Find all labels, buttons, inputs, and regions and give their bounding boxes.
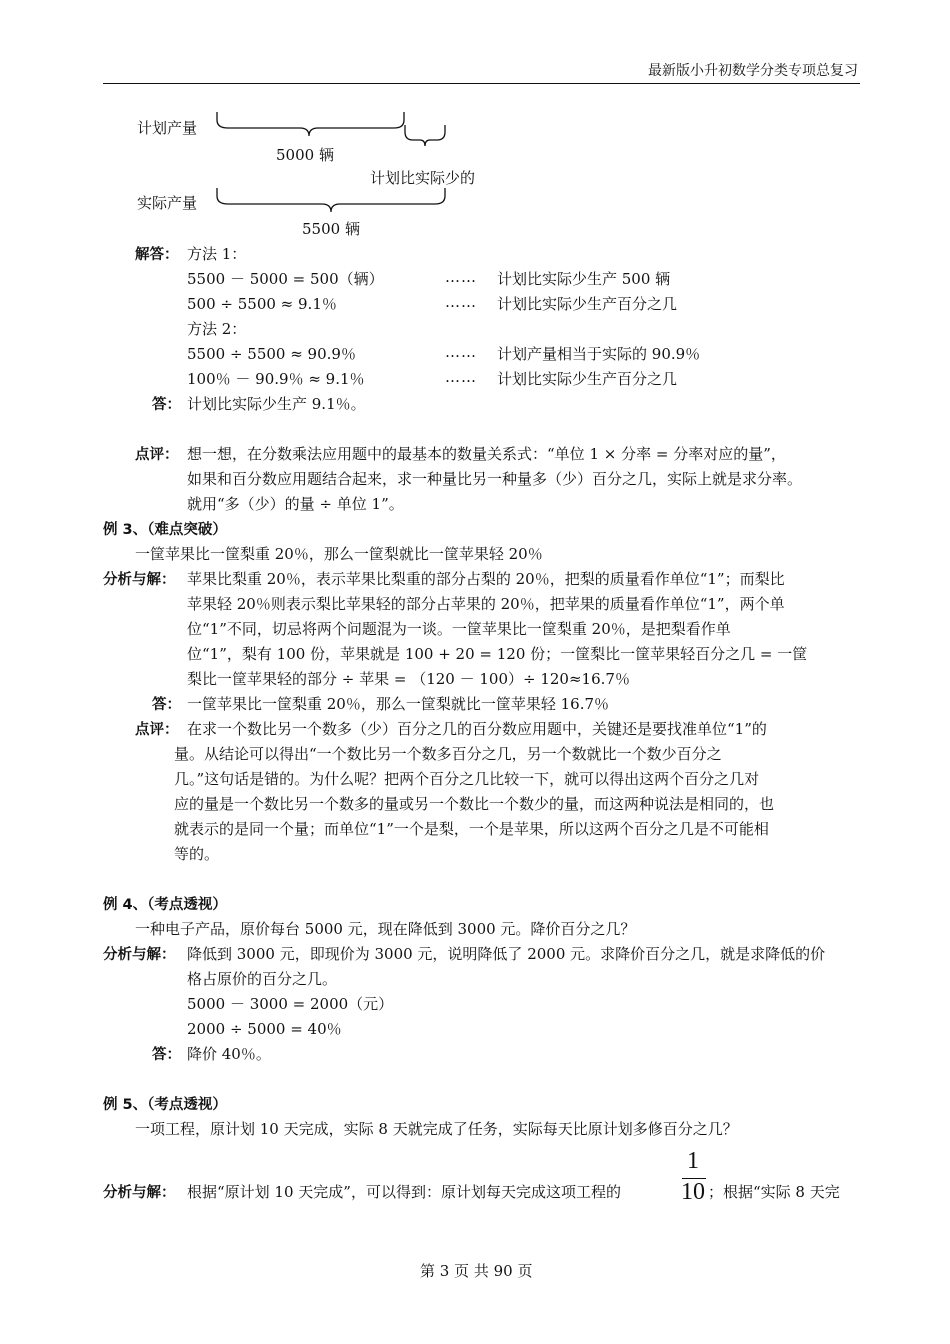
analysis-line: 梨比一筐苹果轻的部分 ÷ 苹果 = （120 － 100）÷ 120≈16.7％ xyxy=(187,670,630,688)
ellipsis: …… xyxy=(445,268,477,286)
calc-note: 计划比实际少生产百分之几 xyxy=(497,295,678,313)
calc-expression: 5000 － 3000 = 2000（元） xyxy=(187,995,394,1013)
analysis-text-continued: ；根据“实际 8 天完 xyxy=(708,1183,840,1201)
fraction-numerator: 1 xyxy=(687,1148,699,1174)
conclusion-label: 答： xyxy=(152,397,181,413)
comment-label: 点评： xyxy=(135,722,179,738)
comment-line: 几。”这句话是错的。为什么呢？把两个百分之几比较一下，就可以得出这两个百分之几对 xyxy=(174,770,760,788)
calc-expression: 5500 － 5000 = 500（辆） xyxy=(187,270,384,288)
calc-note: 计划产量相当于实际的 90.9％ xyxy=(497,345,701,363)
actual-value: 5500 辆 xyxy=(302,220,360,238)
ellipsis: …… xyxy=(445,368,477,386)
analysis-line: 位“1”不同，切忌将两个问题混为一谈。一筐苹果比一筐梨重 20％，是把梨看作单 xyxy=(187,620,731,638)
comment-line: 就用“多（少）的量 ÷ 单位 1”。 xyxy=(187,495,404,513)
example-5-title: 例 5、（考点透视） xyxy=(103,1097,227,1113)
comment-line: 量。从结论可以得出“一个数比另一个数多百分之几，另一个数就比一个数少百分之 xyxy=(174,745,722,763)
comment-label: 点评： xyxy=(135,447,179,463)
example-4-question: 一种电子产品，原价每台 5000 元，现在降低到 3000 元。降价百分之几？ xyxy=(135,920,636,938)
comment-line: 应的量是一个数比另一个数多的量或另一个数比一个数少的量，而这两种说法是相同的，也 xyxy=(174,795,775,813)
example-3-title: 例 3、（难点突破） xyxy=(103,522,227,538)
running-header: 最新版小升初数学分类专项总复习 xyxy=(648,63,858,79)
answer-label: 答： xyxy=(152,1047,181,1063)
comment-line: 等的。 xyxy=(174,845,220,863)
comment-line: 想一想，在分数乘法应用题中的最基本的数量关系式：“单位 1 × 分率 = 分率对应的量”， xyxy=(187,445,786,463)
calc-note: 计划比实际少生产 500 辆 xyxy=(497,270,671,288)
fraction-denominator: 10 xyxy=(681,1179,705,1205)
answer-text: 降价 40％。 xyxy=(187,1045,271,1063)
answer-label: 解答： xyxy=(135,247,179,263)
answer-label: 答： xyxy=(152,697,181,713)
calc-expression: 100％ － 90.9％ ≈ 9.1％ xyxy=(187,370,365,388)
page-number: 第 3 页 共 90 页 xyxy=(420,1262,533,1280)
calc-note: 计划比实际少生产百分之几 xyxy=(497,370,678,388)
answer-text: 一筐苹果比一筐梨重 20％，那么一筐梨就比一筐苹果轻 16.7％ xyxy=(187,695,610,713)
example-4-title: 例 4、（考点透视） xyxy=(103,897,227,913)
comment-line: 在求一个数比另一个数多（少）百分之几的百分数应用题中，关键还是要找准单位“1”的 xyxy=(187,720,767,738)
plan-value: 5000 辆 xyxy=(276,146,334,164)
analysis-line: 降低到 3000 元，即现价为 3000 元，说明降低了 2000 元。求降价百分之几，就是求降低的价 xyxy=(187,945,826,963)
method-2-heading: 方法 2： xyxy=(187,320,247,338)
comment-line: 就表示的是同一个量；而单位“1”一个是梨，一个是苹果，所以这两个百分之几是不可能相 xyxy=(174,820,769,838)
quantity-diagram xyxy=(0,0,950,260)
comment-line: 如果和百分数应用题结合起来，求一种量比另一种量多（少）百分之几，实际上就是求分率。 xyxy=(187,470,803,488)
ellipsis: …… xyxy=(445,343,477,361)
analysis-text: 根据“原计划 10 天完成”，可以得到：原计划每天完成这项工程的 xyxy=(187,1183,621,1201)
plan-label: 计划产量 xyxy=(137,119,198,137)
analysis-label: 分析与解： xyxy=(103,1185,176,1201)
fraction-one-tenth xyxy=(682,1148,706,1208)
gap-label: 计划比实际少的 xyxy=(370,169,476,187)
calc-expression: 500 ÷ 5500 ≈ 9.1％ xyxy=(187,295,337,313)
conclusion-text: 计划比实际少生产 9.1％。 xyxy=(187,395,366,413)
analysis-line: 格占原价的百分之几。 xyxy=(187,970,338,988)
analysis-label: 分析与解： xyxy=(103,947,176,963)
calc-expression: 5500 ÷ 5500 ≈ 90.9％ xyxy=(187,345,356,363)
ellipsis: …… xyxy=(445,293,477,311)
analysis-label: 分析与解： xyxy=(103,572,176,588)
actual-label: 实际产量 xyxy=(137,194,198,212)
analysis-line: 苹果轻 20％则表示梨比苹果轻的部分占苹果的 20％，把苹果的质量看作单位“1”，两个单 xyxy=(187,595,785,613)
analysis-line: 苹果比梨重 20％，表示苹果比梨重的部分占梨的 20％，把梨的质量看作单位“1”；而梨比 xyxy=(187,570,785,588)
method-1-heading: 方法 1： xyxy=(187,245,247,263)
example-3-question: 一筐苹果比一筐梨重 20％，那么一筐梨就比一筐苹果轻 20％ xyxy=(135,545,543,563)
analysis-line: 位“1”，梨有 100 份，苹果就是 100 + 20 = 120 份；一筐梨比一筐苹果轻百分之几 = 一筐 xyxy=(187,645,808,663)
example-5-question: 一项工程，原计划 10 天完成，实际 8 天就完成了任务，实际每天比原计划多修百分之几？ xyxy=(135,1120,738,1138)
calc-expression: 2000 ÷ 5000 = 40％ xyxy=(187,1020,342,1038)
